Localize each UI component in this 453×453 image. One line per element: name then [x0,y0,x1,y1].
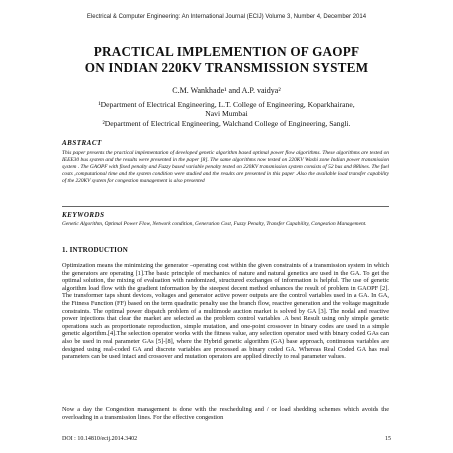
abstract-heading: ABSTRACT [62,139,102,147]
paper-title [30,44,423,76]
affiliation-line-1: ¹Department of Electrical Engineering, L.T. College of Engineering, Koparkhairane, [98,100,355,109]
introduction-paragraph-2: Now a day the Congestion management is done with the rescheduling and / or load shedding schemes which avoids the overloading in a transmission lines. For the effective congestion [62,406,389,421]
keywords-heading: KEYWORDS [62,211,105,219]
abstract-divider [62,206,389,207]
abstract-text: This paper presents the practical implementation of developed genetic algorithm based optimal power flow algorithms. These algorithms are tested on IEEE30 bus system and the results were presented in the paper [8]. The same algorithms now tested on 220KV Washi zone Indian power transmission system . The GAOPF with fixed penalty and Fuzzy based variable penalty tested on 220KV transmission system consists of 52 bus and 88lines. The fuel costs ,computational time and the system condition were studied and the results are presented in this paper .Also the available load transfer capability of the 220KV system for congestion management is also presented [62,150,389,184]
affiliations [40,100,413,128]
keywords-text: Genetic Algorithm, Optimal Power Flow, Network condition, Generation Cost, Fuzzy Penalty, Transfer Capability, Congestion Management. [62,221,367,227]
page-number: 15 [385,436,391,442]
footer-doi: DOI : 10.14810/ecij.2014.3402 [62,436,138,442]
affiliation-line-3: ²Department of Electrical Engineering, Walchand College of Engineering, Sangli. [102,118,351,128]
journal-header: Electrical & Computer Engineering: An International Journal (ECIJ) Volume 3, Number 4, December 2014 [86,14,367,20]
title-line-1: PRACTICAL IMPLEMENTION OF GAOPF [93,44,360,59]
title-line-2: ON INDIAN 220KV TRANSMISSION SYSTEM [84,60,369,75]
affiliation-line-2: Navi Mumbai [205,109,248,119]
introduction-paragraph-1: Optimization means the minimizing the generator –operating cost within the given constraints of a transmission system in which the generators are operating [1].The basic principle of mechanics of nature and natural genetics are used in the GA. To get the optimal solution, the mixing of evaluation with randomized, structured exchanges of information is helpful. The use of genetic algorithm load flow with the gradient information by the steepest decent method enhances the result of problem in GAOPF [2]. The transformer taps shunt devices, voltages and generator active power outputs are the control variables used in a GA. In GA, the Fitness Function (FF) based on the term quadratic penalty use the branch flow, reactive generation and the voltage magnitude constraints. The optimal power dispatch problem of a multimode auction market is solved by GA [3]. The nodal and reactive power injections that clear the market are selected as the problem control variables .A best Result using only simple genetic operations such as proportionate reproduction, simple mutation, and one-point crossover in binary codes are used in a simple genetic algorithm.[4].The selection operator works with the fitness value, any selection operator used with binary coded GAs can also be used in real parameter GAs [5]-[8], where the Hybrid genetic algorithm (GA) base approach, continuous variables are designed using real-coded GA and discrete variables are processed as binary coded GA. Whereas Real Coded GA has real parameters can be used intact and crossover and mutation operators are applied directly to real parameter values. [62,262,389,361]
author-list: C.M. Wankhade¹ and A.P. vaidya² [172,86,281,95]
introduction-heading: 1. INTRODUCTION [62,246,129,254]
